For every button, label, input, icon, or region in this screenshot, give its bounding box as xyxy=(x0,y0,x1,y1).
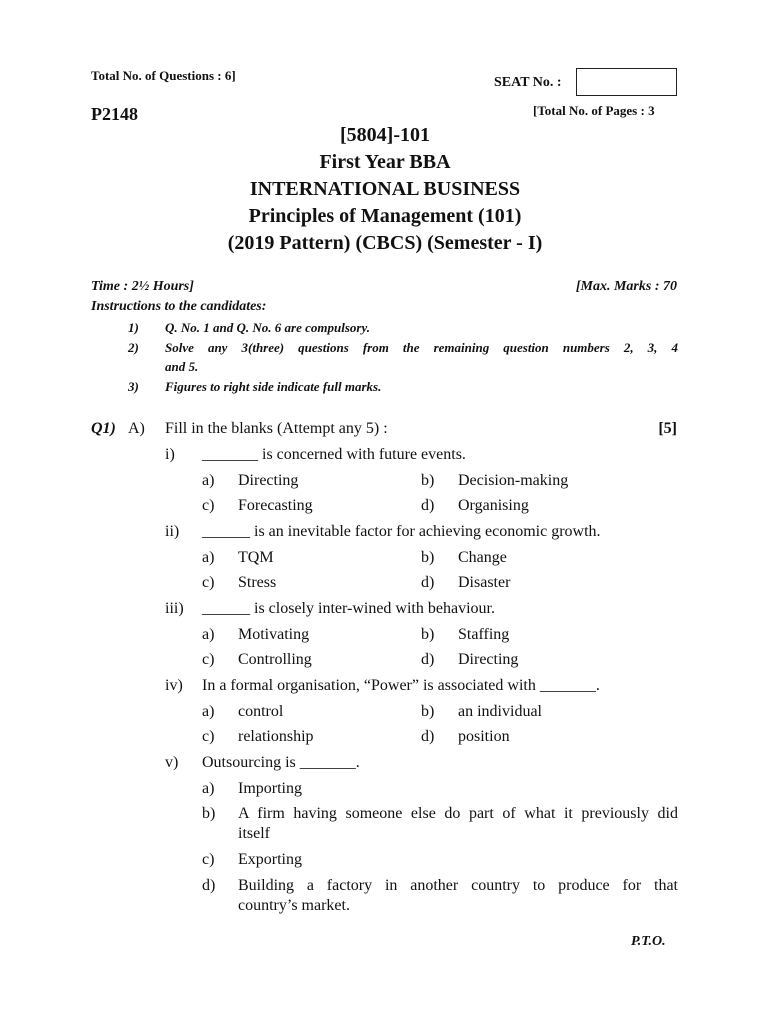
option-text[interactable]: Decision-making xyxy=(458,472,569,489)
option-letter: d) xyxy=(421,497,435,514)
option-text[interactable]: A firm having someone else do part of what it previously did xyxy=(238,805,678,822)
option-text[interactable]: Directing xyxy=(238,472,299,489)
option-letter: d) xyxy=(421,574,435,591)
option-text[interactable]: Disaster xyxy=(458,574,511,591)
option-text[interactable]: Motivating xyxy=(238,626,310,643)
total-pages: [Total No. of Pages : 3 xyxy=(533,103,655,118)
option-letter: d) xyxy=(421,651,435,668)
exam-pattern: (2019 Pattern) (CBCS) (Semester - I) xyxy=(227,232,543,254)
option-text[interactable]: Stress xyxy=(238,574,277,591)
option-letter: d) xyxy=(421,728,435,745)
instruction-text: Q. No. 1 and Q. No. 6 are compulsory. xyxy=(165,320,370,335)
option-text[interactable]: Staffing xyxy=(458,626,510,643)
exam-code: [5804]-101 xyxy=(340,124,430,146)
sub-question-text: Outsourcing is _______. xyxy=(202,754,360,771)
option-letter: b) xyxy=(421,472,435,489)
option-text[interactable]: TQM xyxy=(238,549,274,566)
question-heading: Fill in the blanks (Attempt any 5) : xyxy=(165,420,388,437)
question-part: A) xyxy=(128,420,145,437)
program-name: INTERNATIONAL BUSINESS xyxy=(249,178,521,200)
instructions-heading: Instructions to the candidates: xyxy=(91,299,267,314)
option-text-continued: itself xyxy=(238,825,270,842)
time-allowed: Time : 2½ Hours] xyxy=(91,279,194,294)
option-letter: c) xyxy=(202,497,215,514)
sub-question-number: v) xyxy=(165,754,179,771)
please-turn-over: P.T.O. xyxy=(631,934,666,949)
option-text[interactable]: Exporting xyxy=(238,851,302,868)
seat-number-box[interactable] xyxy=(576,68,677,96)
paper-code: P2148 xyxy=(91,104,138,124)
option-letter: d) xyxy=(202,877,216,894)
option-letter: b) xyxy=(421,626,435,643)
sub-question-text: ______ is an inevitable factor for achieving economic growth. xyxy=(202,523,601,540)
option-letter: a) xyxy=(202,472,215,489)
option-text[interactable]: position xyxy=(458,728,510,745)
sub-question-text: _______ is concerned with future events. xyxy=(202,446,466,463)
option-letter: b) xyxy=(421,703,435,720)
instruction-number: 3) xyxy=(128,379,139,394)
sub-question-number: i) xyxy=(165,446,175,463)
subject-name: Principles of Management (101) xyxy=(248,205,522,227)
option-letter: a) xyxy=(202,780,215,797)
option-letter: a) xyxy=(202,626,215,643)
instruction-text-continued: and 5. xyxy=(165,359,199,374)
max-marks: [Max. Marks : 70 xyxy=(575,279,677,294)
option-text[interactable]: control xyxy=(238,703,284,720)
question-marks: [5] xyxy=(658,420,677,437)
option-text-continued: country’s market. xyxy=(238,897,350,914)
sub-question-text: ______ is closely inter-wined with behaviour. xyxy=(202,600,495,617)
option-letter: c) xyxy=(202,851,215,868)
option-letter: a) xyxy=(202,549,215,566)
instruction-text: Solve any 3(three) questions from the remaining question numbers 2, 3, 4 xyxy=(165,340,678,355)
total-questions: Total No. of Questions : 6] xyxy=(91,68,236,83)
option-text[interactable]: Controlling xyxy=(238,651,312,668)
option-text[interactable]: an individual xyxy=(458,703,542,720)
option-text[interactable]: Organising xyxy=(458,497,529,514)
instruction-number: 2) xyxy=(128,340,139,355)
sub-question-number: iii) xyxy=(165,600,184,617)
option-letter: b) xyxy=(202,805,216,822)
option-text[interactable]: Building a factory in another country to produce for that xyxy=(238,877,678,894)
option-letter: a) xyxy=(202,703,215,720)
option-text[interactable]: Importing xyxy=(238,780,302,797)
option-text[interactable]: relationship xyxy=(238,728,314,745)
option-letter: b) xyxy=(421,549,435,566)
option-text[interactable]: Directing xyxy=(458,651,519,668)
course-year: First Year BBA xyxy=(319,151,451,173)
option-text[interactable]: Forecasting xyxy=(238,497,313,514)
question-label: Q1) xyxy=(91,420,116,437)
option-letter: c) xyxy=(202,574,215,591)
option-letter: c) xyxy=(202,728,215,745)
sub-question-number: iv) xyxy=(165,677,183,694)
option-text[interactable]: Change xyxy=(458,549,507,566)
option-letter: c) xyxy=(202,651,215,668)
sub-question-number: ii) xyxy=(165,523,180,540)
seat-label: SEAT No. : xyxy=(494,75,562,90)
instruction-text: Figures to right side indicate full marks. xyxy=(165,379,382,394)
instruction-number: 1) xyxy=(128,320,139,335)
sub-question-text: In a formal organisation, “Power” is associated with _______. xyxy=(202,677,600,694)
